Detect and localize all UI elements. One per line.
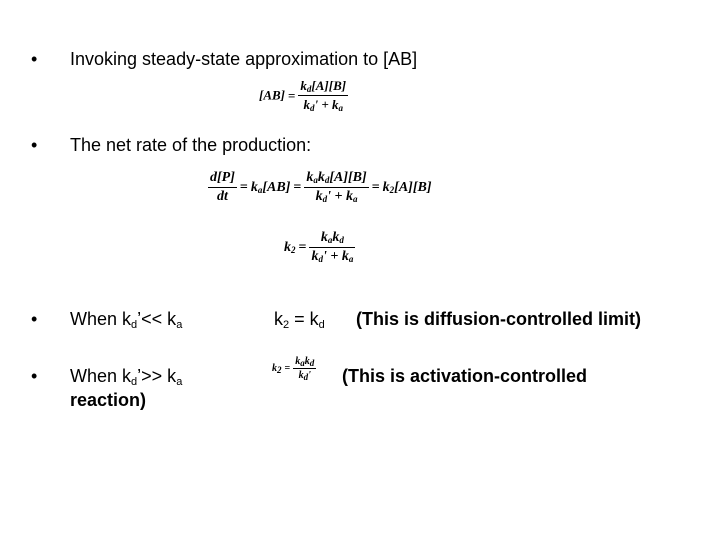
bullet-text-continued: reaction) <box>70 390 147 410</box>
eq-lhs: $k_2$ <box>284 239 296 255</box>
eq-term-ka-ab: $k_a[AB]$ <box>250 179 291 195</box>
diffusion-limit-relation: $k_2 = k_d$ <box>274 309 325 331</box>
eq-fraction: $\frac{k_ak_d[A][B]}{k_d' + k_a}$ <box>306 170 367 204</box>
eq-lhs: $k_2$ <box>272 363 282 375</box>
eq-fraction: $\frac{k_ak_d}{k_d'}$ <box>295 356 315 382</box>
equation-k2 <box>284 230 355 265</box>
bullet-text: When $k_d’<< k_a$ <box>70 309 183 331</box>
bullet-text: The net rate of the production: <box>70 135 312 155</box>
eq-fraction: $\frac{k_ak_d}{k_d' + k_a}$ <box>311 230 354 264</box>
eq-equals: = <box>293 179 302 195</box>
eq-equals: = <box>284 363 291 374</box>
activation-limit-note: (This is activation-controlled <box>342 366 588 386</box>
bullet-dot: • <box>31 366 38 386</box>
eq-equals: = <box>298 239 307 255</box>
eq-fraction: $\frac{k_d[A][B]}{k_d' + k_a}$ <box>300 78 347 113</box>
bullet-dot: • <box>31 135 38 155</box>
diffusion-limit-note: (This is diffusion-controlled limit) <box>356 309 641 329</box>
eq-equals: = <box>239 179 248 195</box>
eq-equals: = <box>371 179 380 195</box>
bullet-dot: • <box>31 309 38 329</box>
equation-net-rate <box>208 170 432 205</box>
eq-term-k2: $k_2[A][B]$ <box>382 179 432 195</box>
eq-equals: = <box>288 87 296 103</box>
bullet-text: When $k_d’>> k_a$ <box>70 366 183 388</box>
eq-lhs-derivative: $\frac{d[P]}{dt}$ <box>210 170 235 204</box>
equation-ab-steady-state <box>259 78 348 113</box>
bullet-dot: • <box>31 49 38 69</box>
bullet-text: Invoking steady-state approximation to [AB] <box>70 49 418 69</box>
equation-k2-activation <box>272 356 316 381</box>
eq-lhs: [AB] <box>259 87 285 103</box>
